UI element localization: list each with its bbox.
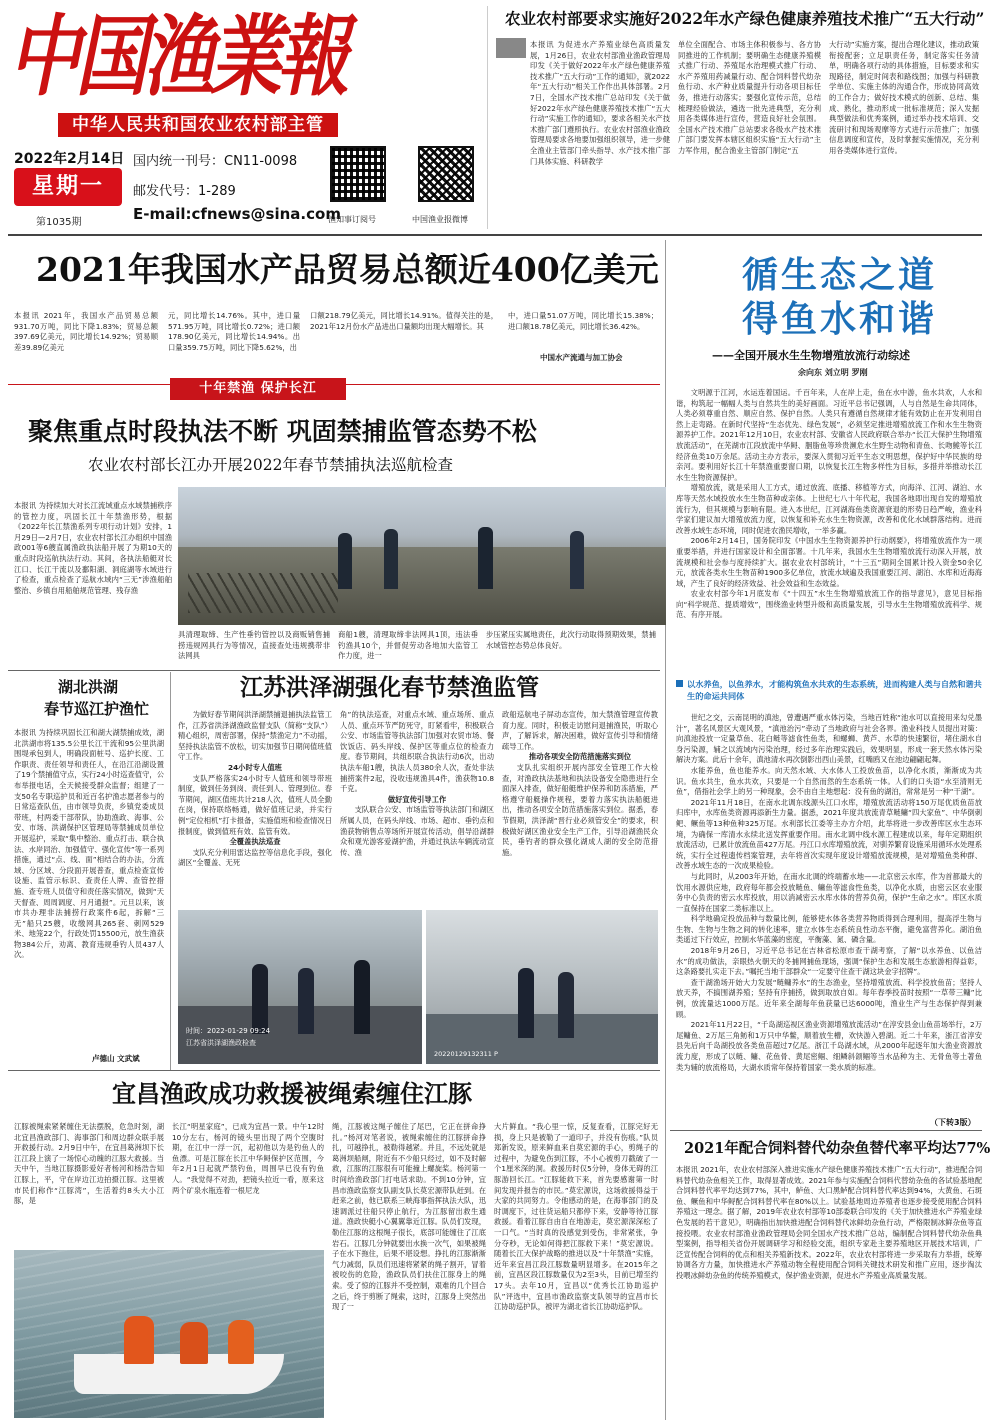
qr-code-weibo xyxy=(418,146,474,202)
feature-para11: 查干湖渔场开始大力发展“鲢鳙养水”的生态渔业，坚持增殖放流、科学投放鱼苗；坚持人放天养，不搞围湖养殖；坚持有序捕捞，做到取放自如。每年春季投苗时按照“一草带三鳙”比例，放流量达1000万尾。近年来全湖每年鱼获量已达6000吨，渔业生产与生态保护得到兼顾。 xyxy=(676,977,982,1019)
jiangsu-col3-safety: 支队扎实组织开展内部安全管理工作大检查，对渔政执法基地和执法设备安全隐患进行全面深入排查，做好船艇维护保养和防冻措施，严格遵守船艇操作规程，要着力落实执法船艇进出，推动各项安全防范措施落实到位。据悉，春节假期，洪泽湖“晋行业必须管安全”的要求，积极做好湖区渔业安全生产工作，引导沿湖渔民众民，垂钓者的群众强化湖成人湖的安全防范措施。 xyxy=(502,762,658,857)
photo-timestamp-2: 江苏省洪泽湖渔政检查 xyxy=(186,1039,256,1047)
jiangsu-col1 xyxy=(178,710,332,906)
qr1-label: 渔知事订阅号 xyxy=(328,215,376,224)
feature-subtitle: ——全国开展水生生物增殖放流行动综述 xyxy=(712,349,910,362)
qr2-label: 中国渔业报微博 xyxy=(412,215,468,224)
feature-body-top xyxy=(676,388,982,670)
feature-para9: 科学地确定投放品种与数量比例，能够使水体各类营养物质得到合理利用，提高浮生物与生物、生物与生物之间的转化速率，建立水体生态系统良性动态平衡，避免富营养化。湖泊鱼类遥过下行效应，控制水华蓝藻的密度，平衡藻、氮、磷含量。 xyxy=(676,914,982,945)
enforcement-subtitle: 农业农村部长江办开展2022年春节禁捕执法巡航检查 xyxy=(88,456,453,474)
feature-para8: 与此同时，从2003年开始，在南水北调的终端蓄水地——北京密云水库，作为首都最大的饮用水源供应地，政府每年都会投放鲢鱼、鳙鱼等滤食性鱼类，以净化水质，由密云区农业服务中心负责的密云水库投放，用以消减密云水库水体的营养负荷，保护“生命之水”。库区水质一直保持在国家二类标准以上。 xyxy=(676,871,982,913)
feature-para10: 2018年9月26日，习近平总书记在吉林省松原市查干湖考察，了解“以水养鱼、以鱼洁水”的成功做法，亲眼热火朝天的冬捕网捕鱼现场，强调“保护生态和发展生态旅游相得益彰，这条路要扎实走下去。”嘱托当地干部群众“一定要守住查干湖这块金字招牌”。 xyxy=(676,946,982,977)
enforcement-body: 本报讯 为持续加大对长江流域重点水域禁捕秩序的管控力度，巩固长江十年禁渔形势，根据《2022年长江禁渔系列专项行动计划》安排，1月29日—2月7日，农业农村部长江办组织中国渔政001等6艘直属渔政执法船开展了为期10天的重点时段巡航执法行动。其间，各执法船艇对长江口、长江干流以及鄱阳湖、洞庭湖等水域进行了检查，重点检查了巡航水域内“三无”涉渔船舶整治、乡镇自用船舶规范管理、残存渔 xyxy=(14,501,172,595)
jiangsu-col2-patrol: 角”的执法巡查，对重点水域、重点场所、重点人员、重点环节严防死守，盯紧看牢，积极联合公安、市场监管等执法部门加强对农贸市场、餐饮饭店、码头岸线、保护区等重点位的检查力度。春节期间，共组织联合执法行动6次，出动执法车船1艘，执法人员380余人次，查处非法捕捞案件2起，没收违规渔具4件，渔获物10.8千克。 xyxy=(340,710,494,794)
jiangsu-sub4: 推动各项安全防范措施落实到位 xyxy=(528,752,632,762)
enforcement-photo xyxy=(178,487,666,625)
photo-rescuer-3 xyxy=(228,1320,254,1364)
weekday-label: 星期一 xyxy=(31,174,104,199)
feature-authors: 余向东 刘立明 罗刚 xyxy=(798,368,868,377)
jiangsu-col1-patrol: 支队充分利用雷达监控等信息化手段，强化湖区“全覆盖、无死 xyxy=(178,847,332,868)
jiangsu-photo-right xyxy=(426,910,658,1064)
jiangsu-col2 xyxy=(340,710,494,906)
hubei-title-2: 春节巡江护渔忙 xyxy=(44,700,150,718)
enforcement-title: 聚焦重点时段执法不断 巩固禁捕监管态势不松 xyxy=(28,417,537,446)
jiangsu-col3-publicity: 政船巡航电子屏动态宣传，加大禁渔管理宣传教育力度。同时，积极走访慰问退捕渔民，听取心声，了解诉求，解决困难，做好宣传引导和情绪疏导工作。 xyxy=(502,710,658,751)
yichang-col1: 江豚被绳索紧紧缠住无法摆脱，危急时刻，湖北宜昌渔政部门、海事部门和周边群众联手展开救援行动。2月9日中午，在宜昌葛洲坝下长江江段上演了一场惊心动魄的江豚大救援。当天中午，当地江豚摄影爱好者杨河和杨浩告知江豚上，平，守在岸边江边拍摄江豚。这里被市民们称作“江豚湾”，生活着约8头大小江豚，是 xyxy=(14,1122,164,1206)
enforcement-bottom-col1: 具清理取缔、生产性垂钓管控以及商贩销售捕捞违规网具行为等情况，直接查处违规携带非法网具 xyxy=(178,630,330,661)
yichang-col4: 大片鲜血。“我心里一惊，反复查看，江豚完好无损，身上只是被勒了一道印子，并没有伤痕。”队员郑新发说，原来鲜血来自莫宏源的手心，剪绳子的过程中，为避免伤到江豚，不小心被剪刀戳破了一个1厘米深的洞。救援历时仅5分钟，身体无碍的江豚游回长江。“江豚能救下来，首先要感谢第一时间发现并报告的市民。”莫宏源说，这场救援得益于大家的共同努力。令他感动的是，在海事部门的及时调度下，过往货运船只都停下来，安静等待江豚救援。看着江豚自由自在地游走，莫宏源深深松了一口气。“当时真的没感觉到受伤，非常紧张，争分夺秒，无论如何得把江豚救下来！”莫宏源说。随着长江大保护战略的推进以及“十年禁渔”实施，近年来宜昌江段江豚数量明显增多。在2015年之前，宜昌区段江豚数量仅为2至3头，目前已增至约17头。去年10月，宜昌以“优秀长江协助巡护队”评选中，宜昌市渔政监察支队领导的宜昌市长江协助巡护队，被评为湖北省长江协助巡护队。 xyxy=(494,1122,658,1312)
trade-col4: 中，进口量51.07万吨，同比增长15.38%；进口额18.78亿美元，同比增长36.42%。 xyxy=(508,311,658,331)
weekday-badge xyxy=(14,168,122,206)
masthead-title: 中国渔業報 xyxy=(8,4,345,108)
photo-officer-4 xyxy=(570,531,584,589)
banner-label: 十年禁渔 保护长江 xyxy=(199,381,317,396)
hubei-body: 本报讯 为持续巩固长江和湖大湖禁捕成效，湖北洪湖市将135.5公里长江干流和95公里洪湖围堤承包到人，明确段面桩号、巡护长度、工作职责、责任领导和责任人，在沿江沿湖设置了19个禁捕值守点，实行24小时巡查值守，公布举报电话，全天候接受群众监督；组建了一支50名专职巡护员和近百名护渔志愿者参与的日常巡查队伍，由市领导负责，乡镇党委成员带班，村两委干部带队，协助渔政、海事、公安、市场、洪湖保护区管理局等禁捕成员单位开展巡护，采取“集中整治、重点打击、联合执法、水岸同治、加强值守、强化宣传”等一系列措施，通过“点、线、面”相结合的办法，分流域、分区域、分段面开展普查，重点检查宣传设施、监管示标识、查责任人牌、查管控措施、查专班人员值守和责任落实情况，做到“天天督查、周周调度、月月通报”。元旦以来，该市共办理非法捕捞行政案件6起，拆解“三无”船只25艘，收缴网具265套、刺网529米、地笼22个，行政处罚15500元，放生渔获物384公斤，劝离、教育违规垂钓人员437人次。 xyxy=(14,728,164,960)
hubei-byline: 卢德山 文武斌 xyxy=(92,1054,140,1063)
rescue-photo xyxy=(14,1250,324,1418)
feature-continued: （下转3版） xyxy=(930,1118,976,1127)
feature-subhead xyxy=(676,678,982,710)
masthead-subtitle-bar xyxy=(58,113,338,137)
jiangsu-sub2: 全覆盖执法巡查 xyxy=(229,837,281,847)
qr-code-subscription xyxy=(330,146,386,202)
feature-para1: 文明源于江河，水运连着国运。千百年来，人在岸上走，鱼在水中游，鱼水共欢，人水和谐，构筑起一幅幅人类与自然共生的美好画面。习近平总书记强调，人与自然是生命共同体，人类必须尊重自然、顺应自然、保护自然。人类只有遵循自然规律才能有效防止在开发利用自然上走弯路。在新时代坚持“生态优先、绿色发展”，必须坚定推进增殖放流工作和水生生物资源养护工作。2021年12月10日，农业农村部、安徽省人民政府联合举办“长江大保护生物增殖放流活动”，在芜湖市江段放流中华鲟、胭脂鱼等珍贵濒危水生野生动物和青鱼、长吻鮠等长江经济鱼类10万余尾。活动主办方表示，要深入贯彻习近平生态文明思想，保护好中华民族的母亲河。要利用好长江十年禁渔重要窗口期，以恢复长江生物多样性为目标，多措并举推动长江水生生物资源保护。 xyxy=(676,388,982,482)
feature-para12: 2021年11月22日，“千岛湖巡视区渔业资源增殖放流活动”在淳安县金山鱼苗场举行，2万尾鳙鱼、2万尾三角鲂和1万只中华鳖，顺着放生槽，欢快游入碧湖。近二十年来，浙江省淳安县先后向千岛湖投放各类鱼苗超过7亿尾。浙江千岛湖水域，从2000年起逐年加大渔业资源放流力度，形成了以鲢、鳙、花鱼骨、黄尾密鲴、细鳞斜颌鲴等当水品种为主、无骨鱼等土著鱼类为辅的放流格局，大湖水质常年保持着国家一类水质的标准。 xyxy=(676,1020,982,1072)
issue-number: 第1035期 xyxy=(36,217,82,228)
feature-para4: 农业农村部今年1月底发布《“十四五”水生生物增殖放流工作的指导意见》，意见目标指向“科学规范、提质增效”，围绕渔业转型升级和高质量发展，引导水生生物增殖放流科学、规范、有序开展。 xyxy=(676,589,982,620)
jiangsu-col1-duty: 支队严格落实24小时专人值班和领导带班制度，做到任务到岗、责任到人、管理到位。春节期间，湖区值班共计218人次，值班人员全勤在岗，保持联络畅通，做好值班记录，并实行例“定位相机”打卡报备，实施值班和检查情况日报制度，做到值班有效、监管有效。 xyxy=(178,773,332,836)
trade-article-title: 2021年我国水产品贸易总额近400亿美元 xyxy=(36,250,659,289)
top-article-image xyxy=(496,38,526,58)
jiangsu-col3 xyxy=(502,710,658,906)
photo-stamp: 20220129132311 P xyxy=(434,1050,498,1058)
photo-officer-left-1 xyxy=(252,964,268,1034)
hubei-title-1: 湖北洪湖 xyxy=(58,678,119,696)
photo-officer-left-2 xyxy=(298,968,314,1034)
jiangsu-col2-publicity: 支队联合公安、市场监管等执法部门和湖区所属人员，在码头岸线、市场、超市、垂钓点和渔获物销售点等场所开展宣传活动，倡导沿湖群众和观光游客爱湖护渔，并通过执法车辆流动宣传、渔 xyxy=(340,805,494,857)
trade-source: 中国水产流通与加工协会 xyxy=(540,353,623,362)
top-article-col1: 本报讯 为促进水产养殖业绿色高质量发展，1月26日，农业农村部渔业渔政管理局印发《关于做好2022年水产绿色健康养殖技术推广“五大行动”工作的通知》，就2022年“五大行动”相关工作作出具体部署。2月7日，全国水产技术推广总站印发《关于做好2022年水产绿色健康养殖技术推广“五大行动”实施工作的通知》，要求各相关水产技术推广部门遵照执行。农业农村部渔业渔政管理局要求各地要加强组织领导，进一步健全渔业主管部门牵头指导、水产技术推广部门具体实施、科研教学 xyxy=(530,40,670,166)
email: E-mail:cfnews@sina.com xyxy=(133,205,341,223)
feature-body-bottom xyxy=(676,713,982,1116)
photo-timestamp-1: 时间：2022-01-29 09:24 xyxy=(186,1027,271,1035)
top-article-col2: 单位全面配合、市场主体积极参与、各方协同推进的工作机制；要明确生态健康养殖模式推广行动、养殖尾水治理模式推广行动、水产养殖用药减量行动、配合饲料替代幼杂鱼行动、水产种业质量提升行动各项目标任务，推进行动落实；要强化宣传示范，总结梳理经验做法，遴选一批先进典型，充分利用各类媒体进行宣传，营造良好社会氛围。全国水产技术推广总站要求各级水产技术推广部门要发挥本辖区组织实施“五大行动”主力军作用，配合渔业主管部门制定“五 xyxy=(678,40,821,155)
trade-col1: 本报讯 2021年，我国水产品贸易总额931.70万吨，同比下降1.83%；贸易总额397.69亿美元，同比增长14.92%；贸易顺差39.89亿美元 xyxy=(14,311,158,352)
feed-article-body: 本报讯 2021年，农业农村部深入推进实施水产绿色健康养殖技术推广“五大行动”，推进配合饲料替代幼杂鱼相关工作，取得显著成效。2021年参与实施配合饲料代替幼杂鱼的各试验基地配合饲料替代率平均达到77%，其中，鲈鱼、大口黑鲈配合饲料替代率达到94%，大黄鱼、石斑鱼、鳜鱼和中华鲟配合饲料替代率在80%以上。试验基地周边养殖者也逐步接受使用配合饲料养殖这一理念。据了解，2019年农业农村部等10部委联合印发的《关于加快推进水产养殖业绿色发展的若干意见》，明确指出加快推进配合饲料替代冰鲜幼杂鱼行动，严格限制冰鲜杂鱼等直接投喂。农业农村部渔业渔政管理局会同全国水产技术推广总站，编制配合饲料替代幼杂鱼典型案例，指导相关省份开展调研学习和经验交流，组织专家赴主要养殖地区开展技术培训，广泛宣传配合饲料的优点和相关养殖新技术。2022年，农业农村部将进一步采取有力举措，统筹协调各方力量，加快推进水产养殖动物全程使用配合饲料关键技术研发和推广应用，逐步淘汰投喂冰鲜幼杂鱼的传统养殖模式，保护渔业资源，促进水产养殖业高质量发展。 xyxy=(676,1165,982,1280)
photo-officer-right-2 xyxy=(558,972,574,1038)
feature-subhead-square-icon xyxy=(676,680,683,687)
issue-date: 2022年2月14日 xyxy=(14,151,125,167)
feature-para7: 2021年11月18日，在南水北调东线源头江口水库，增殖放流活动将150万尾优质鱼苗放归库中，水库鱼类资源再添新生力量。据悉，2021年度共放流青草鲢鳙“四大家鱼”、中华倒刺鲃、鳜鱼等13种鱼种325万尾。水利部长江委等主办方介绍，此举将进一步改善库区水生态环境，为确保一库清水永续北送发挥重要作用。南水北调中线水源工程建成以来，每年定期组织放流活动，已累计放流鱼苗427万尾。丹江口水库增殖放流，对驯养繁育设施采用循环水处理系统，实行全过程遗传档案管理，去年将首次实现年度设计增殖放流规模，是对增殖鱼类种群、改善水域生态的一次成果检验。 xyxy=(676,797,982,871)
cn-number: 国内统一刊号：CN11-0098 xyxy=(133,154,298,169)
photo-officers xyxy=(338,533,352,589)
top-article-col3: 大行动”实施方案，提出合理化建议，推动政策衔接配套；立足职责任务，制定落实任务清单，明确各项行动的具体措施，目标要求和实现路径，制定时间表和路线图；加强与科研教学单位、实施主体的沟通合作，形成协同高效的工作合力；做好技术模式的创新、总结、集成、熟化，推动形成一批标准规范；深入发掘典型做法和优秀案例，通过举办技术培训、交流研讨和现场观摩等方式进行示范推广；加强信息调度和宣传，及时掌握实施情况，充分利用各类媒体进行宣传。 xyxy=(829,40,979,155)
top-article-title: 农业农村部要求实施好2022年水产绿色健康养殖技术推广“五大行动” xyxy=(505,9,985,28)
feature-para6: 水能养鱼，鱼也能养水。向天然水域、大水体人工投放鱼苗，以净化水质，渐渐成为共识。鱼水共生，鱼水共欢，只要是一个自然而然的生态系统一体。人们的口头语“水至清则无鱼”，借指社会学上的另一种现象，会不由自主地想起：没有鱼的湖泊，常常是另一种“干湖”。 xyxy=(676,765,982,797)
yichang-col2: 长江“明星家庭”，已成为宜昌一景。中午12时10分左右，杨河的镜头里出现了两个空腹时期，在江中一浮一沉，起初他以为是钓鱼人的鱼漂。可是江豚在长江中华鲟保护区范围，今年2月1日起就严禁钓鱼，周围早已没有钓鱼人。“我觉得不对劲，把镜头拉近一看，原来这两个矿泉水瓶连着一根尼龙 xyxy=(172,1122,324,1195)
jiangsu-sub1: 24小时专人值班 xyxy=(228,762,282,772)
photo-rescuer-1 xyxy=(124,1316,154,1364)
enforcement-bottom-col3: 步压紧压实属地责任，此次行动取得预期效果，禁捕水域管控态势总体良好。 xyxy=(486,630,656,650)
postal-code: 邮发代号：1-289 xyxy=(133,184,236,199)
masthead-logo xyxy=(8,2,346,114)
jiangsu-col1-intro: 为做好春节期间洪泽湖禁捕退捕执法监管工作，江苏省洪泽湖渔政监督支队（简称“支队”）精心组织，周密部署，保持“禁渔定力”不动摇，坚持执法监管不放松，切实加强节日期间值班值守工作。 xyxy=(178,710,332,762)
trade-col2: 元，同比增长14.76%。其中，进口量571.95万吨，同比增长0.72%；进口额178.90亿美元，同比增长14.94%。出口量359.75万吨，同比下降5.62%，出 xyxy=(168,311,300,352)
masthead-subtitle: 中华人民共和国农业农村部主管 xyxy=(72,115,324,135)
trade-col3: 口额218.79亿美元，同比增长14.91%。值得关注的是，2021年12月份水产品进出口量额均出现大幅增长。其 xyxy=(310,311,498,331)
feed-article-title: 2021年配合饲料替代幼杂鱼替代率平均达77% xyxy=(684,1140,990,1157)
banner-ten-year-fishing-ban xyxy=(170,378,346,400)
photo-net xyxy=(188,573,338,613)
feature-title-2: 得鱼水和谐 xyxy=(742,298,938,340)
jiangsu-sub3: 做好宣传引导工作 xyxy=(387,794,447,804)
photo-officer-left-3 xyxy=(354,960,370,1034)
photo-officer-3 xyxy=(478,527,493,589)
yichang-col3: 绳，江豚被这绳子缠住了尾巴，它正在拼命挣扎。”杨河对笔者说，被绳索缠住的江豚拼命挣扎，可越挣扎，被勒得越紧。并且，不远处就是葛洲坝船闸，附近有不少船只经过，如不及时解救，江豚的江豚很有可能撞上螺旋桨。杨河第一时间给渔政部门打电话求助。不到10分钟，宜昌市渔政监察支队副支队长莫宏源带队赶到。在赶来之前，他已联系三峡海事指挥执法大队，迅速调派过往船只停止航行，为江豚留出救生通道。渔政快艇小心翼翼靠近江豚。队员们发现，勒住江豚的这根绳子很长，底部可能缠住了江底岩石。江豚几分钟就要出水换一次气，如果被绳子在水下拖住，后果不堪设想。挣扎的江豚渐渐气力减弱，队员们迅速将紧紧的绳子割开，冒着被咬伤的危险，渔政队员们扶住江豚身上的绳索。受了惊的江豚并不受控制，艰难的几个回合之后，终于剪断了绳索，这时，江豚身上突然出现了一 xyxy=(332,1122,486,1312)
photo-rescuer-2 xyxy=(180,1322,208,1364)
jiangsu-photo-left xyxy=(178,910,422,1064)
jiangsu-title: 江苏洪泽湖强化春节禁渔监管 xyxy=(240,674,539,701)
enforcement-bottom-col2: 商船1艘，清理取缔非法网具1顶，违法垂钓渔具10个，并督促劳动各地加大监管工作力度，进一 xyxy=(338,630,478,661)
feature-para2: 增殖放流，就是采用人工方式，通过放流、底播、移植等方式，向海洋、江河、湖泊、水库等天然水域投放水生生物苗种或亲体。上世纪七八十年代起，我国各地即出现自发的增殖放流行为，但其规模与影响有限。进入本世纪，江河湖海鱼类资源衰退的形势日趋严峻，渔业科学家们建议加大增殖放流力度，以恢复和补充水生生物资源，改善和优化水域群落结构。进而改善水域生态环境，同时促进农渔民增收，一举多赢。 xyxy=(676,483,982,535)
feature-para3: 2006年2月14日，国务院印发《中国水生生物资源养护行动纲要》，将增殖放流作为一项重要举措，并进行国家设计和全面部署。十几年来，我国水生生物增殖放流行动深入开展，放流规模和社会参与度持续扩大。据农业农村部统计，“十三五”期间全国累计投入资金50余亿元，放流各类水生生物苗种1900多亿单位，放流水域遍及我国重要江河、湖泊、水库和近海海域，产生了良好的经济效益、社会效益和生态效益。 xyxy=(676,536,982,588)
photo-officer-right-1 xyxy=(518,968,534,1038)
yichang-title: 宜昌渔政成功救援被绳索缠住江豚 xyxy=(112,1079,472,1108)
feature-title-1: 循生态之道 xyxy=(742,254,938,296)
feature-para5: 世纪之交，云南昆明的滇池，曾遭遇严重水体污染，当地百姓称“池水可以直接用来勾兑墨汁”，著名风景区大观风景，“滇池治污”牵动了当地政府与社会各界。渔业科技人员提出对策：向滇池投放一定量草鱼、花白鲢等滤食性鱼类，和螺蛳、黄芦、水草的快速繁衍，堵住湖水自身污染源，辅之以流域内污染治理，经过多年治理实践后，效果明显，形成一套天然水体污染解决方案。此后十余年，滇池清水再次倒影出西山美景，红嘴鸥又在池边翩翩起舞。 xyxy=(676,713,982,765)
feature-subhead-text: 以水养鱼，以鱼养水，才能构筑鱼水共欢的生态系统，进而构建人类与自然和谐共生的命运共同体 xyxy=(687,679,982,701)
photo-officer-2 xyxy=(384,529,398,589)
